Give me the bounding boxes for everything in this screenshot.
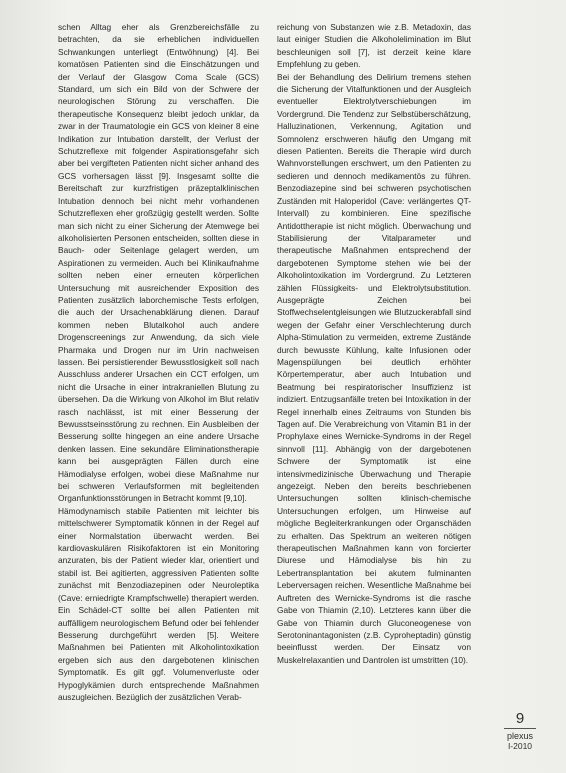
- paragraph: Bei der Behandlung des Delirium tremens stehen die Sicherung der Vitalfunktionen und der Ausgleich eventueller Elektrolytverschiebungen im Vordergrund. Die Tendenz zur Selbstüberschätzung, Halluzinationen, Verkennung, Agitation und Somnolenz erschweren häufig den Umgang mit diesen Patienten. Bereits die Therapie wird durch Wahnvorstellungen erschwert, um den Patienten zu sedieren und dennoch medikamentös zu führen. Benzodiazepine sind bei schweren psychotischen Zuständen mit Haloperidol (Cave: verlängertes QT-Intervall) zu kombinieren. Eine spezifische Antidottherapie ist nicht möglich. Überwachung und Stabilisierung der Vitalparameter und therapeutische Maßnahmen entsprechend der dargebotenen Symptome stehen wie bei der Alkoholintoxikation im Vordergrund. Zu Letzteren zählen Flüssigkeits- und Elektrolytsubstitution. Ausgeprägte Zeichen bei Stoffwechselentgleisungen wie Blutzuckerabfall sind wegen der Gefahr einer Verschlechterung durch Alpha-Stimulation zu vermeiden, extreme Zustände durch bewusste Kühlung, kalte Infusionen oder Magenspülungen bei deutlich erhöhter Körpertemperatur, aber auch Intubation und Beatmung bei respiratorischer Insuffizienz ist indiziert. Entzugsanfälle treten bei Intoxikation in der Regel innerhalb eines Zeitraums von Stunden bis Tagen auf. Die Verabreichung von Vitamin B1 in der Prophylaxe eines Wernicke-Syndroms in der Regel sinnvoll [11]. Abhängig von der dargebotenen Schwere der Symptomatik ist eine intensivmedizinische Überwachung und Therapie angezeigt. Neben den bereits beschriebenen Untersuchungen sollten klinisch-chemische Untersuchungen erfolgen, um Hinweise auf mögliche Begleiterkrankungen oder Organschäden zu erhalten. Das Spektrum an weiteren nötigen therapeutischen Maßnahmen kann von forcierter Diurese und Hämodialyse bis hin zu Lebertransplantation bei akutem fulminanten Leberversagen reichen. Wesentliche Maßnahme bei Auftreten des Wernicke-Syndroms ist die rasche Gabe von Thiamin (2,10). Letzteres kann über die Gabe von Thiamin durch Gluconeogenese von Serotoninantagonisten (z.B. Cyproheptadin) günstig beeinflusst werden. Der Einsatz von Muskelrelaxantien und Dantrolen ist umstritten (10).: [277, 71, 471, 665]
- magazine-name: plexus: [506, 731, 533, 741]
- page-footer: [500, 710, 540, 751]
- issue-label: I-2010: [507, 741, 533, 751]
- footer-divider: [504, 728, 536, 729]
- paragraph: Hämodynamisch stabile Patienten mit leichter bis mittelschwerer Symptomatik können in der Regel auf einer Normalstation überwacht werden. Bei kardiovaskulären Risikofaktoren ist ein Monitoring anzuraten, bis der Patient wieder klar, orientiert und stabil ist. Bei agitierten, aggressiven Patienten sollte zunächst mit Benzodiazepinen oder Neuroleptika (Cave: erniedrigte Krampfschwelle) therapiert werden. Ein Schädel-CT sollte bei allen Patienten mit auffälligem neurologischem Befund oder bei fehlender Besserung durchgeführt werden [5]. Weitere Maßnahmen bei Patienten mit Alkoholintoxikation ergeben sich aus den dargebotenen klinischen Symptomatik. Es gilt ggf. Volumenverluste oder Hypoglykämien durch entsprechende Maßnahmen auszugleichen. Bezüglich der zusätzlichen Verab-: [58, 505, 259, 702]
- text-column-left: [58, 21, 259, 703]
- text-column-right: [277, 21, 471, 666]
- paragraph: reichung von Substanzen wie z.B. Metadoxin, das laut einiger Studien die Alkoholelimination im Blut beschleunigen soll [7], ist derzeit keine klare Empfehlung zu geben.: [277, 22, 471, 70]
- paragraph: schen Alltag eher als Grenzbereichsfälle zu betrachten, da sie erheblichen individuellen Schwankungen unterliegt (Entwöhnung) [4]. Bei komatösen Patienten sind die Einschätzungen und der Verlauf der Glasgow Coma Scale (GCS) Standard, um sich ein Bild von der Schwere der neurologischen Störung zu verschaffen. Die therapeutische Konsequenz bleibt jedoch unklar, da zwar in der Traumatologie ein GCS von kleiner 8 eine Indikation zur Intubation darstellt, der Verlust der Schutzreflexe mit folgender Aspirationsgefahr sich aber bei vergifteten Patienten nicht sicher anhand des GCS vorhersagen lässt [9]. Insgesamt sollte die Bereitschaft zur kurzfristigen präzeptalklinischen Intubation dennoch bei nicht mehr vorhandenen Schutzreflexen eher großzügig gestellt werden. Sollte man sich nicht zu einer Sicherung der Atemwege bei alkoholisierten Personen entscheiden, sollten diese in Bauch- oder Seitenlage gelagert werden, um Aspirationen zu vermeiden. Auch bei Klinikaufnahme sollten neben einer erneuten körperlichen Untersuchung mit ausreichender Exposition des Patienten zusätzlich laborchemische Tests erfolgen, die auch der Ursachenabklärung dienen. Darauf kommen neben Blutalkohol auch andere Drogenscreenings zur Anwendung, da sich viele Pharmaka und Drogen nur im Urin nachweisen lassen. Bei persistierender Bewusstlosigkeit soll nach Ausschluss anderer Ursachen ein CCT erfolgen, um nicht die Ursache in einer intrakraniellen Blutung zu übersehen. Da die Wirkung von Alkohol im Blut relativ rasch nachlässt, ist mit einer Besserung der Bewusstseinsstörung zu rechnen. Ein Ausbleiben der Besserung sollte hingegen an eine andere Ursache denken lassen. Eine sekundäre Eliminationstherapie kann bei ausgeprägten Fällen durch eine Hämodialyse erfolgen, wobei diese Maßnahme nur bei schweren Verlaufsformen mit begleitenden Organfunktionsstörungen in Betracht kommt [9,10].: [58, 22, 259, 504]
- page-number: 9: [515, 710, 525, 727]
